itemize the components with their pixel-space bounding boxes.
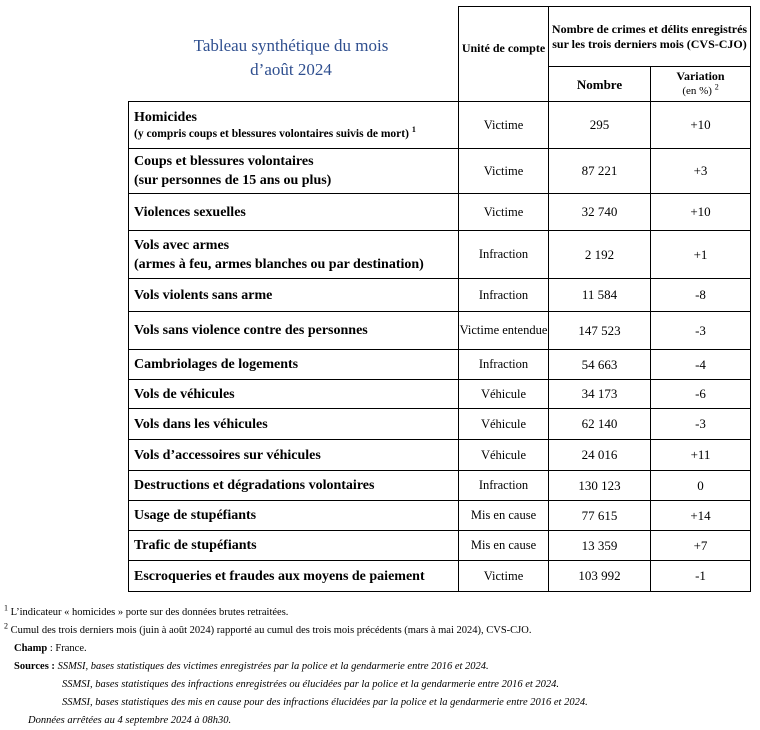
row-nombre: 32 740 [549, 194, 651, 231]
table-row [129, 312, 751, 350]
row-variation: -6 [651, 380, 751, 409]
footnote-1: $^1$ L’indicateur « homicides » porte sur des données brutes retraitées. [4, 603, 289, 618]
row-variation: -3 [651, 409, 751, 440]
row-unit: Infraction [459, 231, 549, 279]
row-label: Usage de stupéfiants [129, 501, 459, 531]
header-group: Nombre de crimes et délits enregistrés sur les trois derniers mois (CVS-CJO) [549, 7, 751, 67]
table-row [129, 561, 751, 592]
row-label: Escroqueries et fraudes aux moyens de paiement [129, 561, 459, 592]
table-row [129, 279, 751, 312]
row-nombre: 147 523 [549, 312, 651, 350]
row-unit: Mis en cause [459, 501, 549, 531]
table-row [129, 350, 751, 380]
row-variation: +14 [651, 501, 751, 531]
row-nombre: 77 615 [549, 501, 651, 531]
row-label: Vols dans les véhicules [129, 409, 459, 440]
title-line-2: d’août 2024 [250, 60, 332, 79]
row-note: (y compris coups et blessures volontaires suivis de mort) [134, 128, 409, 140]
row-nombre: 2 192 [549, 231, 651, 279]
row-label: Violences sexuelles [129, 194, 459, 231]
row-unit: Infraction [459, 471, 549, 501]
footnote-date: Données arrêtées au 4 septembre 2024 à 08h30. [28, 715, 232, 726]
row-label: Vols de véhicules [129, 380, 459, 409]
row-label: Vols violents sans arme [129, 279, 459, 312]
row-variation: -8 [651, 279, 751, 312]
row-unit: Victime [459, 194, 549, 231]
row-variation: -4 [651, 350, 751, 380]
row-nombre: 295 [549, 102, 651, 149]
footnotes [4, 604, 754, 730]
table-row [129, 102, 751, 149]
row-unit: Victime entendue [459, 312, 549, 350]
row-unit: Victime [459, 561, 549, 592]
table-row [129, 194, 751, 231]
crime-summary-table [128, 6, 751, 592]
row-variation: +3 [651, 149, 751, 194]
row-nombre: 103 992 [549, 561, 651, 592]
row-unit: Victime [459, 102, 549, 149]
table-row [129, 409, 751, 440]
row-label: Cambriolages de logements [129, 350, 459, 380]
table-row [129, 149, 751, 194]
footnote-source-3: SSMSI, bases statistiques des mis en cause pour des infractions élucidées par la police et la gendarmerie entre 2016 et 2024. [62, 697, 588, 708]
title-line-1: Tableau synthétique du mois [193, 36, 389, 55]
row-nombre: 87 221 [549, 149, 651, 194]
row-label: Vols d’accessoires sur véhicules [129, 440, 459, 471]
table-row [129, 531, 751, 561]
row-label: Homicides (y compris coups et blessures volontaires suivis de mort) $^1$ [129, 102, 459, 149]
row-variation: +1 [651, 231, 751, 279]
row-unit: Infraction [459, 350, 549, 380]
table-row [129, 440, 751, 471]
header-nombre: Nombre [549, 67, 651, 102]
row-nombre: 13 359 [549, 531, 651, 561]
row-unit: Véhicule [459, 440, 549, 471]
row-nombre: 34 173 [549, 380, 651, 409]
header-variation-unit: (en %) $^2$ [682, 82, 719, 97]
row-label: Destructions et dégradations volontaires [129, 471, 459, 501]
table-row [129, 501, 751, 531]
footnote-source-2: SSMSI, bases statistiques des infractions enregistrées ou élucidées par la police et la gendarmerie entre 2016 et 2024. [62, 679, 560, 690]
table-row [129, 231, 751, 279]
row-variation: 0 [651, 471, 751, 501]
row-variation: -3 [651, 312, 751, 350]
row-nombre: 11 584 [549, 279, 651, 312]
footnote-champ: Champ : France. [14, 643, 87, 654]
row-label: Trafic de stupéfiants [129, 531, 459, 561]
header-spacer [129, 7, 459, 67]
footnote-sources: Sources : SSMSI, bases statistiques des victimes enregistrées par la police et la gendarmerie entre 2016 et 2024. [14, 661, 489, 672]
footnote-2: $^2$ Cumul des trois derniers mois (juin à août 2024) rapporté au cumul des trois mois précédents (mars à mai 2024), CVS-CJO. [4, 621, 532, 636]
header-variation [651, 67, 751, 102]
row-unit: Mis en cause [459, 531, 549, 561]
row-variation: +10 [651, 194, 751, 231]
row-variation: +11 [651, 440, 751, 471]
row-unit: Infraction [459, 279, 549, 312]
row-variation: +7 [651, 531, 751, 561]
row-variation: -1 [651, 561, 751, 592]
row-label: Vols sans violence contre des personnes [129, 312, 459, 350]
header-unit: Unité de compte [459, 7, 549, 102]
row-variation: +10 [651, 102, 751, 149]
row-unit: Véhicule [459, 380, 549, 409]
row-nombre: 62 140 [549, 409, 651, 440]
row-unit: Véhicule [459, 409, 549, 440]
row-unit: Victime [459, 149, 549, 194]
row-nombre: 24 016 [549, 440, 651, 471]
table-row [129, 380, 751, 409]
row-label: Vols avec armes (armes à feu, armes blanches ou par destination) [129, 231, 459, 279]
header-variation-label: Variation [676, 69, 725, 83]
table-row [129, 471, 751, 501]
row-nombre: 54 663 [549, 350, 651, 380]
row-label: Coups et blessures volontaires (sur personnes de 15 ans ou plus) [129, 149, 459, 194]
row-nombre: 130 123 [549, 471, 651, 501]
